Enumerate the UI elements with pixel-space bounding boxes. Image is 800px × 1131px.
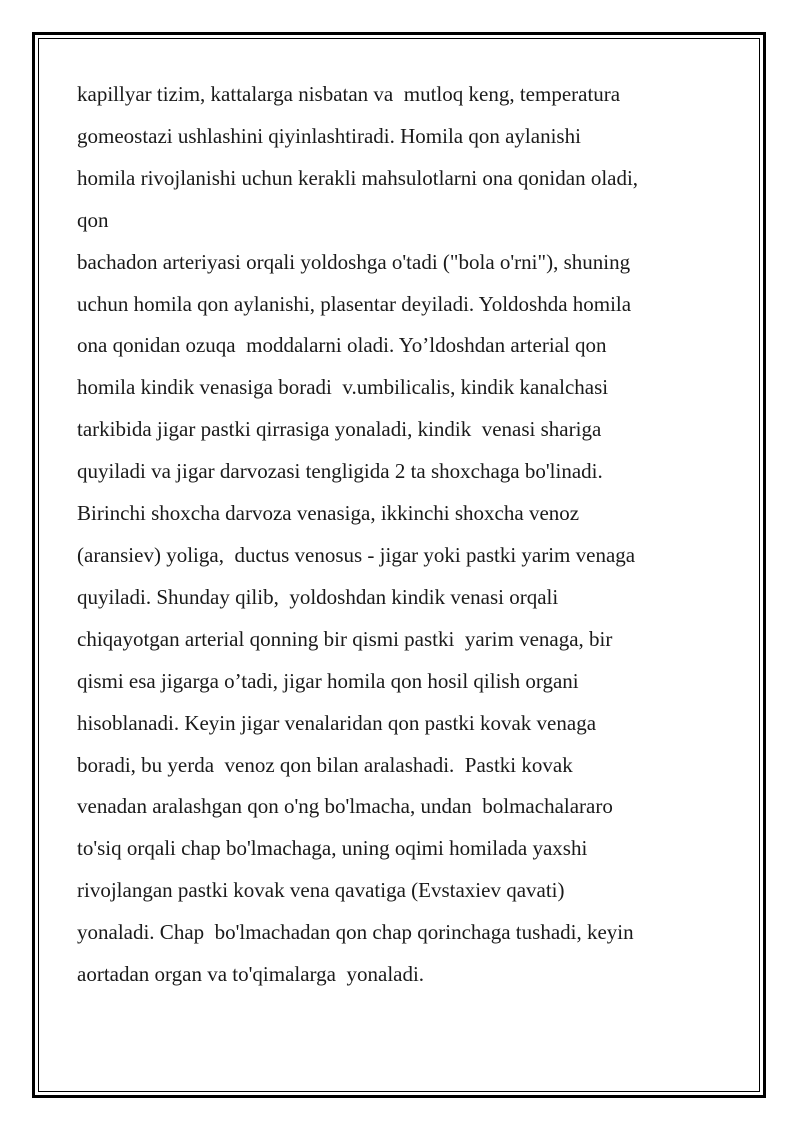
text-line: (aransiev) yoliga, ductus venosus - jigar yoki pastki yarim venaga: [77, 542, 636, 567]
text-line: Birinchi shoxcha darvoza venasiga, ikkinchi shoxcha venoz: [77, 501, 580, 526]
document-body-text: [77, 74, 737, 996]
text-line: chiqayotgan arterial qonning bir qismi pastki yarim venaga, bir: [77, 626, 613, 651]
text-line: bachadon arteriyasi orqali yoldoshga o'tadi ("bola o'rni"), shuning: [77, 249, 631, 274]
text-line: hisoblanadi. Keyin jigar venalaridan qon pastki kovak venaga: [77, 710, 597, 735]
text-line: kapillyar tizim, kattalarga nisbatan va mutloq keng, temperatura: [77, 82, 621, 106]
text-line: to'siq orqali chap bo'lmachaga, uning oqimi homilada yaxshi: [77, 836, 588, 861]
text-line: quyiladi va jigar darvozasi tengligida 2 ta shoxchaga bo'linadi.: [77, 459, 603, 484]
text-line: rivojlangan pastki kovak vena qavatiga (Evstaxiev qavati): [77, 878, 565, 903]
text-line: ona qonidan ozuqa moddalarni oladi. Yo’ldoshdan arterial qon: [77, 333, 607, 358]
text-line: homila kindik venasiga boradi v.umbilicalis, kindik kanalchasi: [77, 375, 609, 400]
text-line: qismi esa jigarga o’tadi, jigar homila qon hosil qilish organi: [77, 668, 579, 693]
text-line: venadan aralashgan qon o'ng bo'lmacha, undan bolmachalararo: [77, 794, 613, 819]
text-line: homila rivojlanishi uchun kerakli mahsulotlarni ona qonidan oladi,: [77, 165, 639, 190]
text-line: yonaladi. Chap bo'lmachadan qon chap qorinchaga tushadi, keyin: [77, 920, 634, 945]
text-line: aortadan organ va to'qimalarga yonaladi.: [77, 962, 425, 987]
text-line: boradi, bu yerda venoz qon bilan aralashadi. Pastki kovak: [77, 752, 573, 777]
text-line: uchun homila qon aylanishi, plasentar deyiladi. Yoldoshda homila: [77, 291, 632, 316]
text-line: qon: [77, 207, 109, 232]
text-line: quyiladi. Shunday qilib, yoldoshdan kindik venasi orqali: [77, 584, 559, 609]
text-line: tarkibida jigar pastki qirrasiga yonaladi, kindik venasi shariga: [77, 417, 602, 442]
text-line: gomeostazi ushlashini qiyinlashtiradi. Homila qon aylanishi: [77, 123, 581, 148]
